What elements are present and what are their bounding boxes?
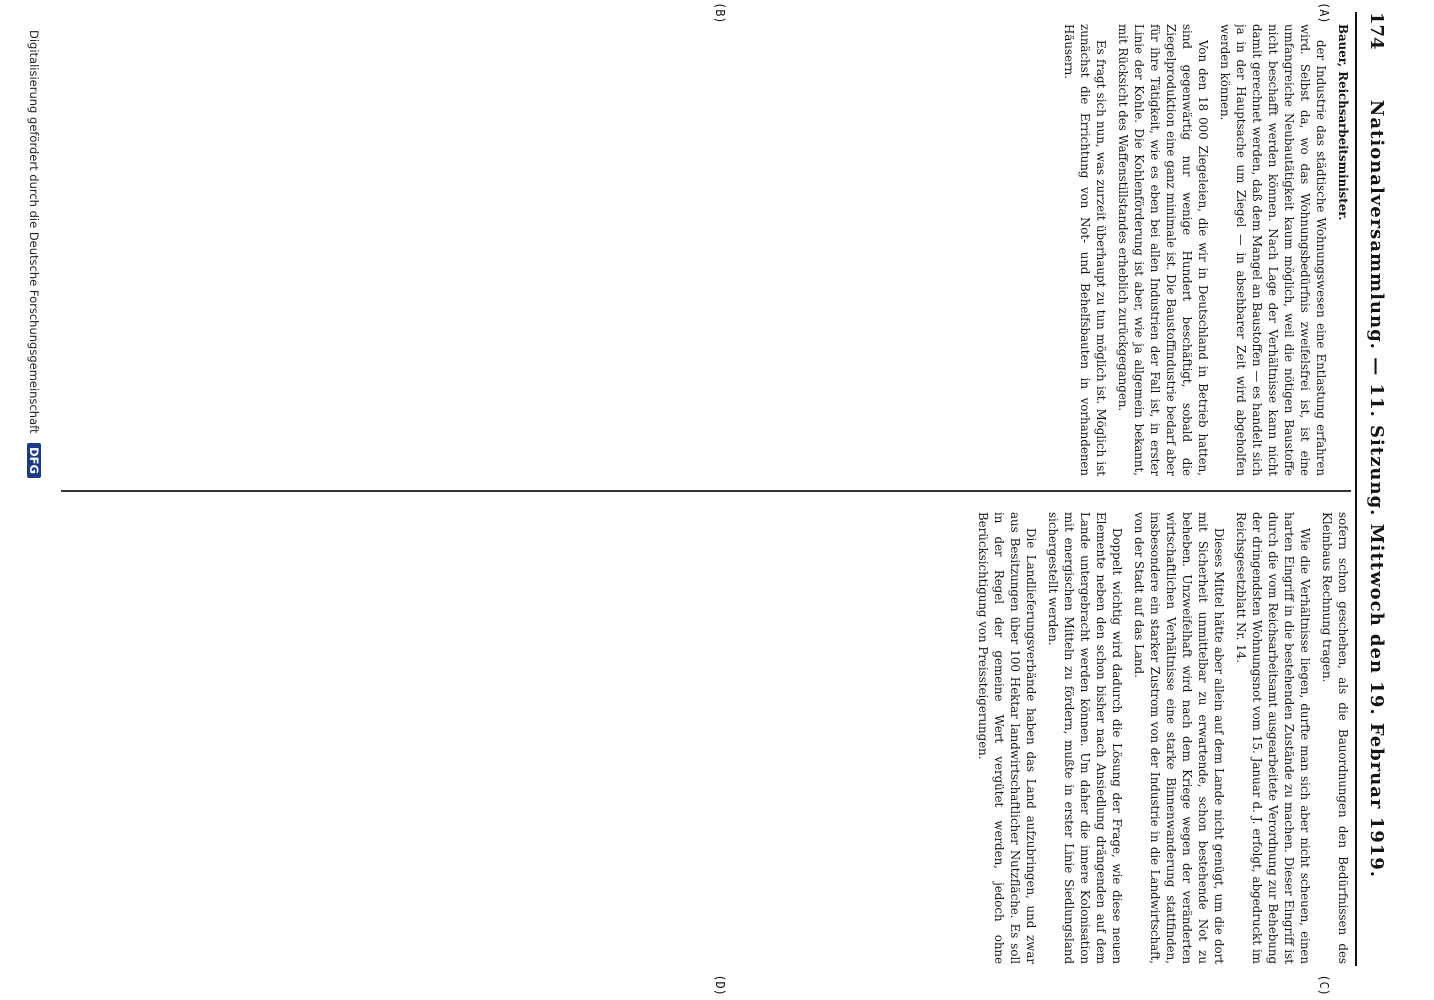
page-number: 174 bbox=[1366, 12, 1387, 50]
rotated-page bbox=[17, 0, 1417, 1000]
left-paragraph: der Industrie das städtische Wohnungswesen eine Entlastung erfahren wird. Selbst da, wo das Wohnungsbedürfnis zweifelsfrei ist, ist eine umfangreiche Neubautätigkeit kaum möglich, weil die nötigen Baustoffe nicht beschafft werden können. Nach Lage der Verhältnisse kann nicht damit gerechnet werden, daß dem Mangel an Baustoffen — es handelt sich ja in der Hauptsache um Ziegel — in absehbarer Zeit wird abgeholfen werden können. bbox=[1218, 24, 1328, 476]
credit-text: Digitalisierung gefördert durch die Deutsche Forschungsgemeinschaft bbox=[27, 30, 41, 434]
margin-marker-b: (B) bbox=[713, 2, 727, 24]
left-paragraph bbox=[1335, 24, 1351, 476]
margin-marker-a: (A) bbox=[1317, 2, 1331, 24]
left-paragraph: Es fragt sich nun, was zurzeit überhaupt zu tun möglich ist. Möglich ist zunächst die Errichtung von Not- und Behelfsbauten in vorhandenen Häusern. bbox=[1062, 24, 1108, 476]
page-title: Nationalversammlung. — 11. Sitzung. Mittwoch den 19. Februar 1919. bbox=[1366, 99, 1387, 879]
right-paragraph: Wie die Verhältnisse liegen, durfte man sich aber nicht scheuen, einen harten Eingriff in die bestehenden Zustände zu machen. Dieser Eingriff ist durch die vom Reichsarbeitsamt ausgearbeitete Verordnung zur Behebung der dringendsten Wohnungsnot vom 15. Januar d. J. erfolgt, abgedruckt im Reichsgesetzblatt Nr. 14. bbox=[1234, 512, 1312, 964]
right-paragraph: Dieses Mittel hätte aber allein auf dem Lande nicht genügt, um die dort mit Sicherheit unmittelbar zu erwartende, schon bestehende Not zu beheben. Unzweifelhaft wird nach dem Kriege wegen der veränderten wirtschaftlichen Verhältnisse eine starke Binnenwanderung stattfinden, insbesondere ein starker Zustrom von der Industrie in die Landwirtschaft, von der Stadt auf das Land. bbox=[1132, 512, 1226, 964]
speaker-name: Bauer, Reichsarbeitsminister. bbox=[1336, 24, 1350, 221]
margin-marker-d: (D) bbox=[713, 974, 727, 996]
dfg-logo-icon: DFG bbox=[27, 443, 41, 478]
margin-marker-c: (C) bbox=[1317, 974, 1331, 996]
right-paragraph: Die Landlieferungsverbände haben das Land aufzubringen, und zwar aus Besitzungen über 100 Hektar landwirtschaftlicher Nutzfläche. Es soll in der Regel der gemeine Wert vergütet werden, jedoch ohne Berücksichtigung von Preissteigerungen. bbox=[976, 512, 1038, 964]
right-column bbox=[61, 512, 1351, 964]
page-header bbox=[1355, 12, 1393, 966]
right-paragraph: sofern schon geschehen, als die Bauordnungen den Bedürfnissen des Kleinbaus Rechnung tragen. bbox=[1320, 512, 1350, 964]
left-column bbox=[61, 24, 1351, 476]
right-paragraph: Doppelt wichtig wird dadurch die Lösung der Frage, wie diese neuen Elemente neben den schon bisher nach Ansiedlung drängenden auf dem Lande untergebracht werden können. Um daher die innere Kolonisation mit energischen Mitteln zu fördern, mußte in erster Linie Siedlungsland sichergestellt werden. bbox=[1046, 512, 1124, 964]
left-paragraph: Von den 18 000 Ziegeleien, die wir in Deutschland in Betrieb hatten, sind gegenwärtig nur wenige Hundert beschäftigt, sobald die Ziegelproduktion eine ganz minimale ist. Die Baustoffindustrie bedarf aber für ihre Tätigkeit, wie es eben bei allen Industrien der Fall ist, in erster Linie der Kohle. Die Kohlenförderung ist aber, wie ja allgemein bekannt, mit Rücksicht des Waffenstillstandes erheblich zurückgegangen. bbox=[1116, 24, 1210, 476]
column-divider bbox=[61, 490, 1351, 492]
digitization-credit bbox=[27, 0, 41, 1000]
